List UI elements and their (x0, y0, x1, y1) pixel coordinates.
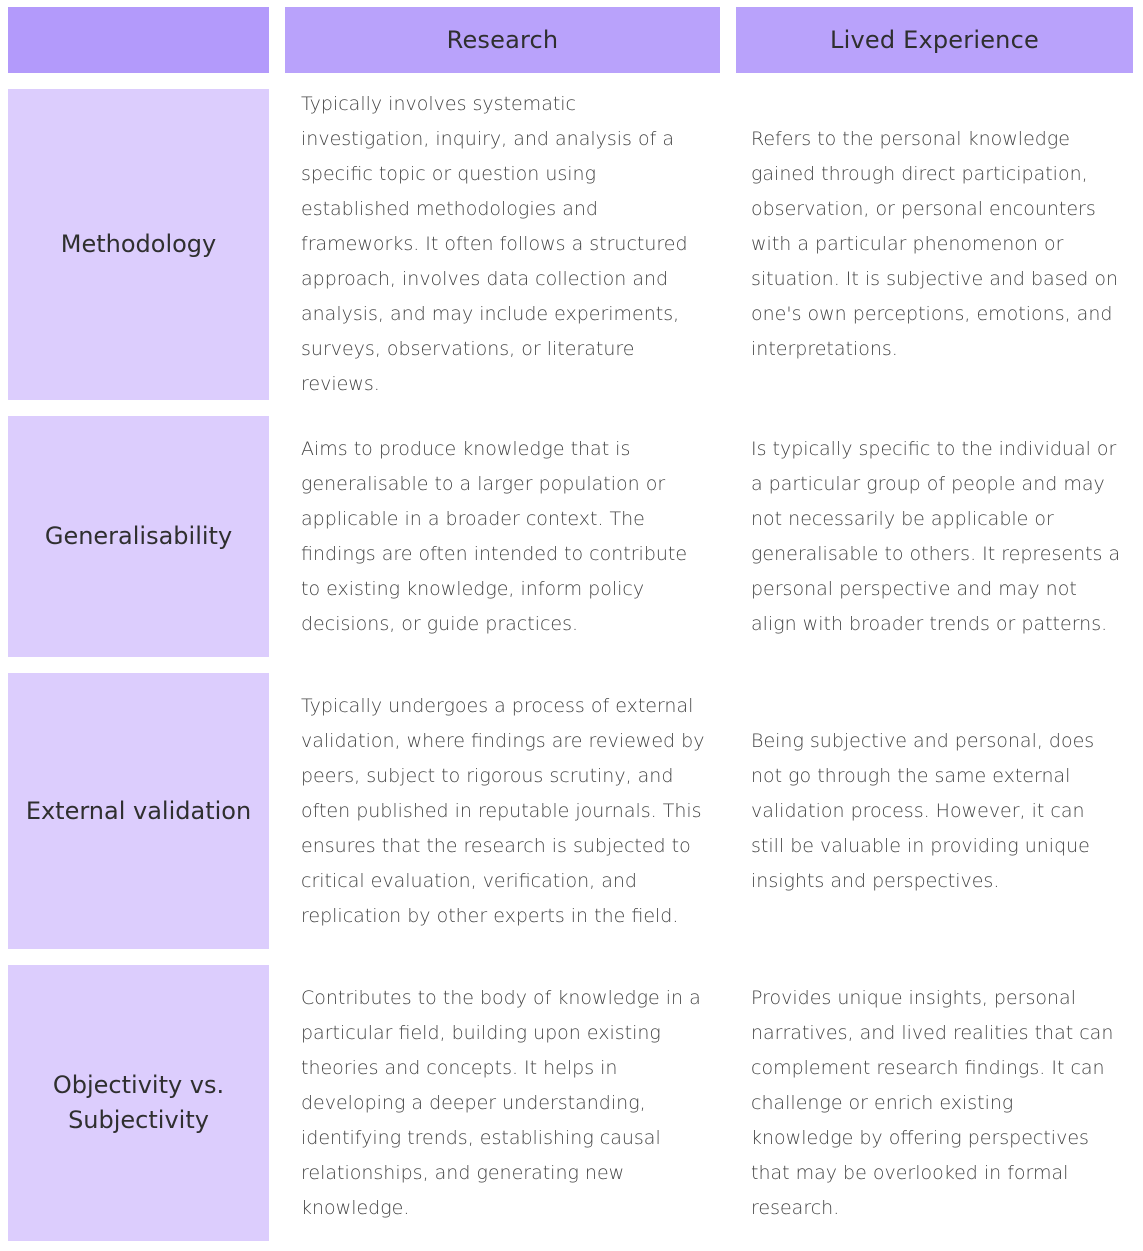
column-header-lived-experience: Lived Experience (736, 7, 1133, 73)
row-label-external-validation: External validation (8, 673, 269, 949)
research-objectivity-text: Contributes to the body of knowledge in a particular field, building upon existing theories and concepts. It helps in developing a deeper understanding, identifying trends, establishing causal relationships, and generating new knowledge. (301, 986, 701, 1219)
table-corner-cell (8, 7, 269, 73)
row-label-generalisability: Generalisability (8, 416, 269, 657)
lived-external-validation-text: Being subjective and personal, does not go through the same external validation process. However, it can still be valuable in providing unique insights and perspectives. (751, 729, 1095, 892)
column-header-research: Research (285, 7, 720, 73)
lived-generalisability-text: Is typically specific to the individual or a particular group of people and may not necessarily be applicable or generalisable to others. It represents a personal perspective and may not align with broader trends or patterns. (751, 437, 1121, 635)
research-generalisability-text: Aims to produce knowledge that is generalisable to a larger population or applicable in a broader context. The findings are often intended to contribute to existing knowledge, inform policy decisions, or guide practices. (301, 437, 688, 635)
lived-objectivity-text: Provides unique insights, personal narratives, and lived realities that can complement research findings. It can challenge or enrich existing knowledge by offering perspectives that may be overlooked in formal research. (751, 986, 1114, 1219)
research-methodology-text: Typically involves systematic investigation, inquiry, and analysis of a specific topic or question using established methodologies and frameworks. It often follows a structured approach, involves data collection and analysis, and may include experiments, surveys, observations, or literature reviews. (301, 93, 688, 395)
row-label-objectivity-vs-subjectivity: Objectivity vs. Subjectivity (8, 965, 269, 1241)
research-external-validation-text: Typically undergoes a process of external validation, where findings are reviewed by peers, subject to rigorous scrutiny, and often published in reputable journals. This ensures that the research is subjected to critical evaluation, verification, and replication by other experts in the field. (301, 694, 705, 927)
row-label-methodology: Methodology (8, 89, 269, 400)
lived-methodology-text: Refers to the personal knowledge gained through direct participation, observation, or personal encounters with a particular phenomenon or situation. It is subjective and based on one's own perceptions, emotions, and interpretations. (751, 128, 1119, 360)
